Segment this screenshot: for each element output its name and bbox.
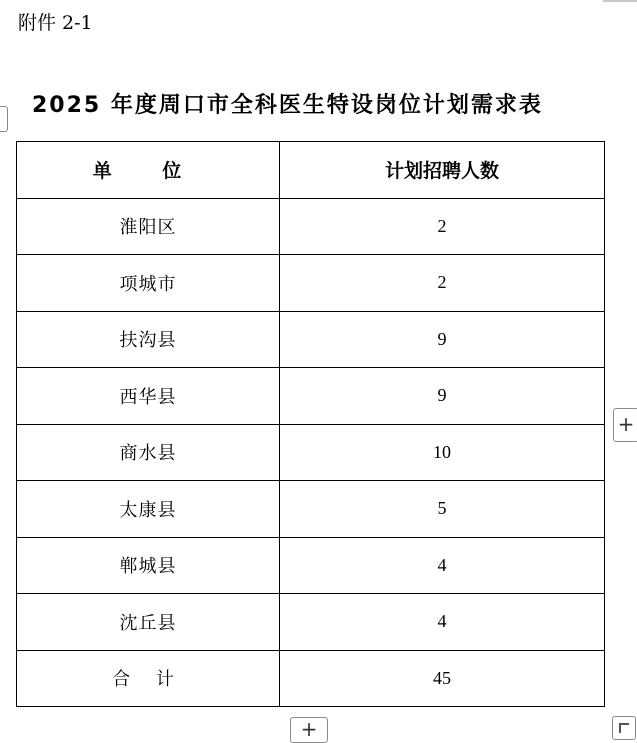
table-row <box>17 537 605 594</box>
header-count[interactable]: 计划招聘人数 <box>280 142 605 199</box>
table-move-handle[interactable] <box>0 106 8 132</box>
count-cell[interactable]: 2 <box>280 255 605 312</box>
add-row-button[interactable] <box>290 717 328 743</box>
count-cell[interactable]: 10 <box>280 424 605 481</box>
total-label-cell[interactable]: 合 计 <box>17 650 280 707</box>
annex-label: 附件 2-1 <box>18 12 93 34</box>
unit-cell[interactable]: 项城市 <box>17 255 280 312</box>
table-header-row <box>17 142 605 199</box>
plus-icon: + <box>617 412 635 436</box>
count-cell[interactable]: 2 <box>280 198 605 255</box>
total-count-cell[interactable]: 45 <box>280 650 605 707</box>
table-row <box>17 198 605 255</box>
recruitment-plan-table <box>16 141 605 707</box>
count-cell[interactable]: 9 <box>280 368 605 425</box>
table-row <box>17 594 605 651</box>
plus-icon: + <box>300 717 318 741</box>
count-cell[interactable]: 5 <box>280 481 605 538</box>
unit-cell[interactable]: 郸城县 <box>17 537 280 594</box>
header-unit[interactable]: 单 位 <box>17 142 280 199</box>
unit-cell[interactable]: 沈丘县 <box>17 594 280 651</box>
add-column-button[interactable] <box>613 408 637 442</box>
document-title: 2025 年度周口市全科医生特设岗位计划需求表 <box>32 93 543 118</box>
table-row <box>17 481 605 538</box>
table-row <box>17 311 605 368</box>
table-row <box>17 255 605 312</box>
count-cell[interactable]: 9 <box>280 311 605 368</box>
unit-cell[interactable]: 扶沟县 <box>17 311 280 368</box>
unit-cell[interactable]: 淮阳区 <box>17 198 280 255</box>
total-row <box>17 650 605 707</box>
unit-cell[interactable]: 商水县 <box>17 424 280 481</box>
table-row <box>17 424 605 481</box>
resize-corner-icon[interactable] <box>612 716 636 740</box>
table-row <box>17 368 605 425</box>
unit-cell[interactable]: 西华县 <box>17 368 280 425</box>
top-edge-divider <box>603 0 637 2</box>
unit-cell[interactable]: 太康县 <box>17 481 280 538</box>
count-cell[interactable]: 4 <box>280 594 605 651</box>
count-cell[interactable]: 4 <box>280 537 605 594</box>
